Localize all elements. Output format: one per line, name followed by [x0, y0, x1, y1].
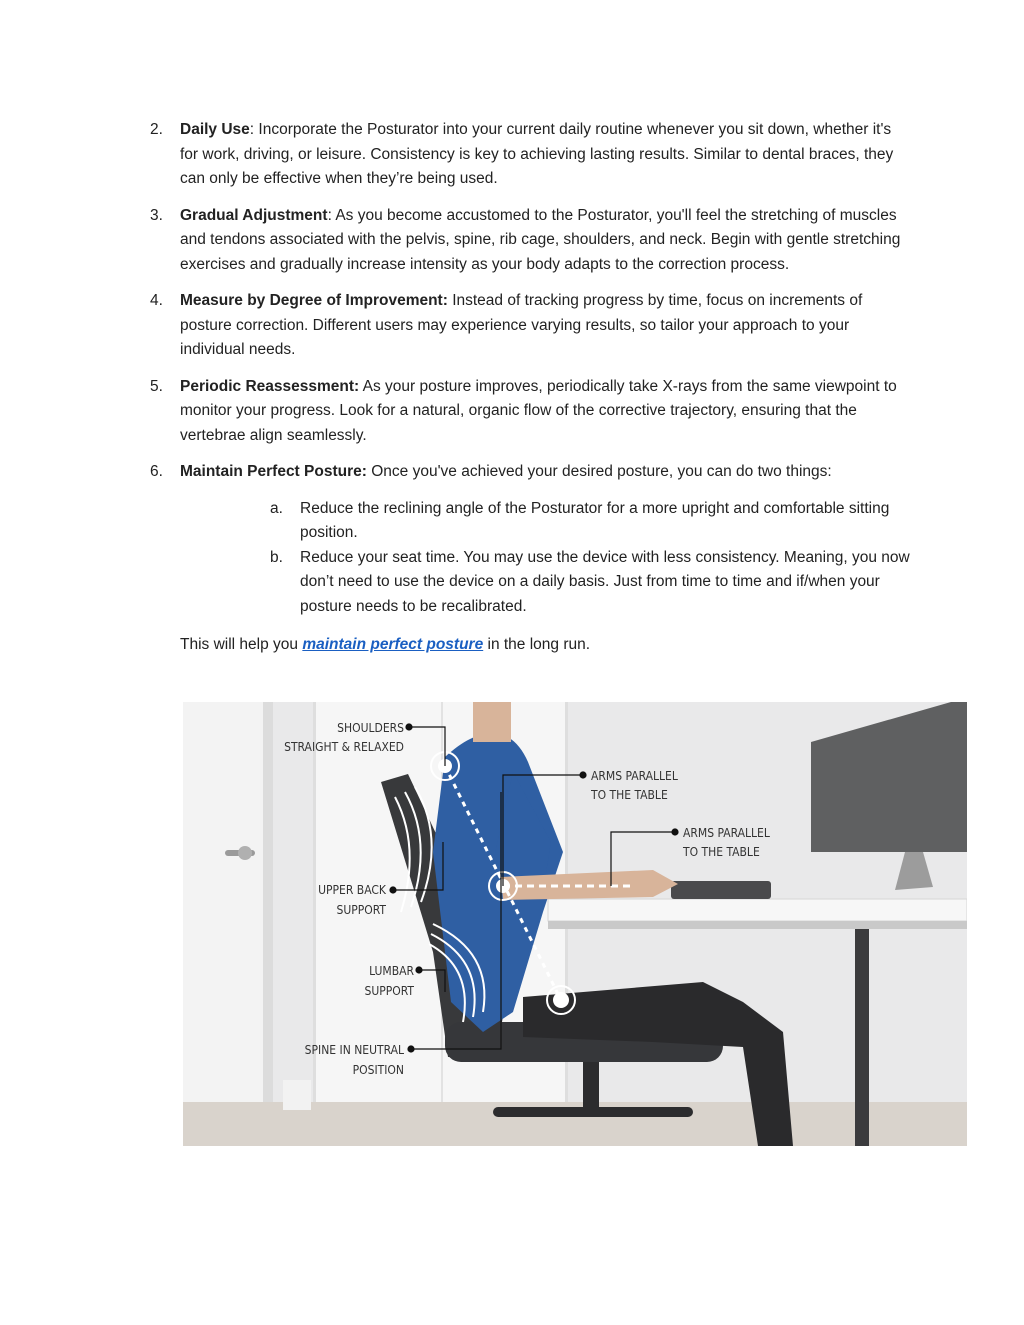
label-shoulders-2: STRAIGHT & RELAXED: [284, 740, 404, 754]
door-frame: [263, 702, 273, 1146]
label-arms2-1: ARMS PARALLEL: [683, 826, 770, 840]
door-left: [183, 702, 271, 1146]
list-number: 5.: [150, 377, 163, 395]
list-item-text: Incorporate the Posturator into your current daily routine whenever you sit down, whether it's for work, driving, or leisure. Consistency is key to achieving lasting results. Similar to dental braces, they can only be effective when they’re being used.: [180, 121, 894, 187]
document-body: [150, 118, 910, 658]
list-item-title: Periodic Reassessment:: [180, 377, 360, 395]
desk-leg: [855, 929, 869, 1146]
list-number: 4.: [150, 292, 163, 309]
label-arms1-2: TO THE TABLE: [591, 788, 668, 802]
sub-item-text: Reduce your seat time. You may use the device with less consistency. Meaning, you now don’t need to use the device on a daily basis. Just from time to time and if/when your posture needs to be recalibrated.: [300, 548, 910, 615]
label-upper-back-1: UPPER BACK: [318, 883, 386, 897]
list-item-title: Measure by Degree of Improvement:: [180, 292, 448, 309]
sub-letter: a.: [270, 499, 283, 517]
list-item-text: Instead of tracking progress by time, focus on increments of posture correction. Different users may experience varying results, so tailor your approach to your individual needs.: [180, 292, 863, 358]
list-item-measure-improvement: [150, 289, 910, 363]
list-number: 2.: [150, 121, 163, 138]
chair-base: [493, 1107, 693, 1117]
list-number: 3.: [150, 206, 163, 224]
sub-list: [270, 497, 910, 620]
keyboard: [671, 881, 771, 899]
list-item-maintain-posture: [150, 460, 910, 485]
list-item-title: Maintain Perfect Posture:: [180, 463, 367, 480]
closing-text-after: in the long run.: [483, 636, 591, 653]
list-item-text: As you become accustomed to the Posturator, you'll feel the stretching of muscles and tendons associated with the pelvis, spine, rib cage, shoulders, and neck. Begin with gentle stretching exercises and gradually increase intensity as your body adapts to the correction process.: [180, 206, 901, 273]
closing-text-before: This will help you: [180, 636, 303, 653]
baseboard: [283, 1080, 311, 1110]
sub-item-text: Reduce the reclining angle of the Posturator for a more upright and comfortable sitting position.: [300, 499, 890, 541]
list-item-periodic-reassessment: [150, 375, 910, 449]
label-lumbar-1: LUMBAR: [369, 964, 414, 978]
list-item-title: Gradual Adjustment: [180, 206, 328, 224]
closing-paragraph: [150, 633, 910, 658]
list-number: 6.: [150, 463, 163, 480]
label-arms2-2: TO THE TABLE: [683, 845, 760, 859]
desk-top: [548, 899, 967, 921]
neck: [473, 702, 511, 742]
sub-item-b: [270, 546, 910, 620]
list-item-text: Once you've achieved your desired posture, you can do two things:: [371, 463, 832, 480]
sub-letter: b.: [270, 548, 283, 566]
list-item-title: Daily Use: [180, 121, 250, 138]
list-item-text: As your posture improves, periodically take X-rays from the same viewpoint to monitor your progress. Look for a natural, organic flow of the corrective trajectory, ensuring that the vertebrae align seamlessly.: [180, 377, 897, 444]
label-shoulders-1: SHOULDERS: [337, 721, 404, 735]
maintain-posture-link[interactable]: maintain perfect posture: [302, 636, 484, 653]
list-item-separator: :: [249, 121, 259, 138]
list-item-daily-use: [150, 118, 910, 192]
list-item-separator: :: [327, 206, 336, 224]
posture-illustration: [183, 702, 967, 1146]
label-spine-1: SPINE IN NEUTRAL: [304, 1043, 404, 1057]
label-upper-back-2: SUPPORT: [336, 903, 386, 917]
label-arms1-1: ARMS PARALLEL: [591, 769, 678, 783]
sub-item-a: [270, 497, 910, 546]
label-lumbar-2: SUPPORT: [364, 984, 414, 998]
list-item-gradual-adjustment: [150, 204, 910, 278]
label-spine-2: POSITION: [352, 1063, 404, 1077]
